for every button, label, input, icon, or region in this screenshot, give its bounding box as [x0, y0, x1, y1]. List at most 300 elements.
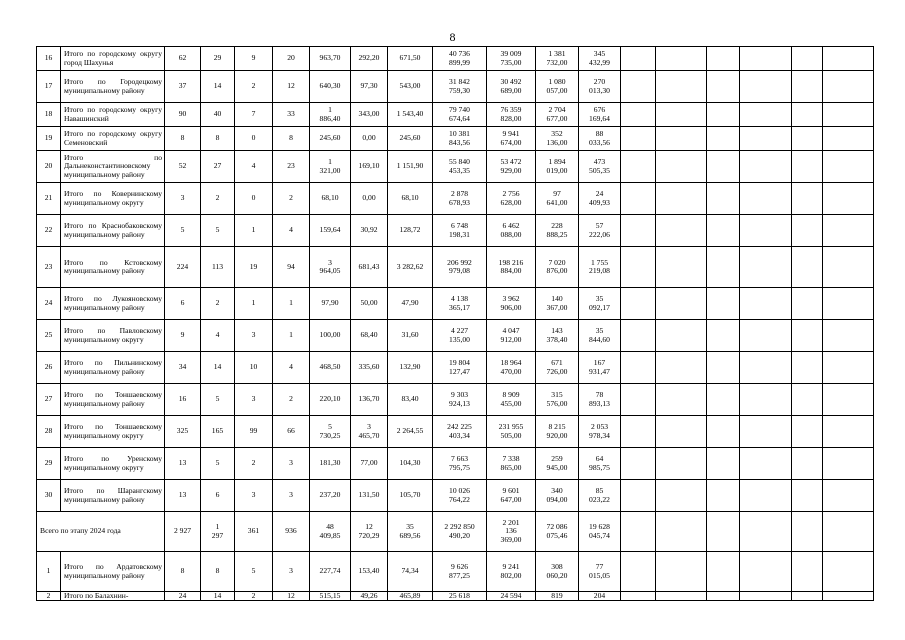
cell-value: 33 — [273, 103, 310, 127]
cell-value: 9 941 674,00 — [487, 127, 536, 151]
cell-value: 62 — [165, 47, 201, 71]
cell-value: 3 — [235, 384, 273, 416]
total-label: Всего по этапу 2024 года — [37, 512, 165, 552]
empty-cell — [823, 151, 874, 183]
empty-cell — [656, 215, 707, 247]
cell-value: 5 — [235, 552, 273, 592]
cell-value: 20 — [273, 47, 310, 71]
empty-cell — [823, 416, 874, 448]
row-name: Итого по Павловскому муниципальному округу — [61, 320, 165, 352]
cell-value: 2 — [273, 183, 310, 215]
empty-cell — [621, 71, 656, 103]
empty-cell — [823, 71, 874, 103]
empty-cell — [740, 448, 792, 480]
cell-value: 543,00 — [388, 71, 433, 103]
cell-value: 90 — [165, 103, 201, 127]
cell-value: 1 080 057,00 — [536, 71, 579, 103]
cell-value: 35 092,17 — [579, 288, 621, 320]
cell-value: 68,10 — [310, 183, 351, 215]
empty-cell — [707, 71, 740, 103]
cell-value: 13 — [165, 448, 201, 480]
empty-cell — [621, 215, 656, 247]
cell-value: 340 094,00 — [536, 480, 579, 512]
cell-value: 8 215 920,00 — [536, 416, 579, 448]
cell-value: 55 840 453,35 — [433, 151, 487, 183]
cell-value: 12 — [273, 71, 310, 103]
page-number: 8 — [449, 30, 456, 44]
empty-cell — [792, 71, 823, 103]
table-row — [37, 71, 874, 103]
empty-cell — [740, 47, 792, 71]
empty-cell — [823, 384, 874, 416]
cell-value: 220,10 — [310, 384, 351, 416]
cell-value: 7 663 795,75 — [433, 448, 487, 480]
row-name: Итого по Уренскому муниципальному округу — [61, 448, 165, 480]
empty-cell — [656, 247, 707, 288]
table-row — [37, 384, 874, 416]
empty-cell — [621, 448, 656, 480]
empty-cell — [823, 352, 874, 384]
cell-value: 37 — [165, 71, 201, 103]
cell-value: 169,10 — [351, 151, 388, 183]
total-value: 12 720,29 — [351, 512, 388, 552]
cell-value: 18 964 470,00 — [487, 352, 536, 384]
empty-cell — [621, 247, 656, 288]
cell-value: 4 — [273, 215, 310, 247]
cell-value: 52 — [165, 151, 201, 183]
row-name: Итого по Тоншаевскому муниципальному району — [61, 384, 165, 416]
empty-cell — [792, 448, 823, 480]
cell-value: 335,60 — [351, 352, 388, 384]
cell-value: 2 — [235, 448, 273, 480]
cell-value: 4 047 912,00 — [487, 320, 536, 352]
empty-cell — [823, 103, 874, 127]
empty-cell — [621, 151, 656, 183]
empty-cell — [656, 103, 707, 127]
cell-value: 228 888,25 — [536, 215, 579, 247]
empty-cell — [792, 47, 823, 71]
cell-value: 2 — [273, 384, 310, 416]
row-name: Итого по Краснобаковскому муниципальному району — [61, 215, 165, 247]
cell-value: 3 962 906,00 — [487, 288, 536, 320]
row-name: Итого по городскому округу город Шахунья — [61, 47, 165, 71]
empty-cell — [621, 416, 656, 448]
cell-value: 50,00 — [351, 288, 388, 320]
cell-value: 4 138 365,17 — [433, 288, 487, 320]
cell-value: 105,70 — [388, 480, 433, 512]
cell-value: 14 — [201, 352, 235, 384]
table-row — [37, 183, 874, 215]
row-name: Итого по Ардатовскому муниципальному району — [61, 552, 165, 592]
cell-value: 5 — [165, 215, 201, 247]
empty-cell — [656, 352, 707, 384]
cell-value: 242 225 403,34 — [433, 416, 487, 448]
cell-value: 40 736 899,99 — [433, 47, 487, 71]
cell-value: 2 — [201, 288, 235, 320]
row-number: 17 — [37, 71, 61, 103]
empty-cell — [740, 247, 792, 288]
empty-cell — [740, 480, 792, 512]
empty-cell — [740, 592, 792, 601]
cell-value: 9 303 924,13 — [433, 384, 487, 416]
empty-cell — [621, 127, 656, 151]
cell-value: 963,70 — [310, 47, 351, 71]
cell-value: 9 — [235, 47, 273, 71]
total-value: 2 292 850 490,20 — [433, 512, 487, 552]
cell-value: 1 151,90 — [388, 151, 433, 183]
cell-value: 9 601 647,00 — [487, 480, 536, 512]
empty-cell — [707, 512, 740, 552]
empty-cell — [740, 127, 792, 151]
cell-value: 97,30 — [351, 71, 388, 103]
total-value: 361 — [235, 512, 273, 552]
empty-cell — [792, 592, 823, 601]
cell-value: 0,00 — [351, 183, 388, 215]
table-row — [37, 247, 874, 288]
relocation-program-table — [36, 46, 874, 601]
cell-value: 245,60 — [388, 127, 433, 151]
row-number: 2 — [37, 592, 61, 601]
empty-cell — [792, 247, 823, 288]
cell-value: 10 — [235, 352, 273, 384]
cell-value: 31 842 759,30 — [433, 71, 487, 103]
cell-value: 13 — [165, 480, 201, 512]
cell-value: 6 462 088,00 — [487, 215, 536, 247]
empty-cell — [707, 352, 740, 384]
empty-cell — [707, 47, 740, 71]
row-number: 18 — [37, 103, 61, 127]
empty-cell — [792, 512, 823, 552]
empty-cell — [740, 552, 792, 592]
empty-cell — [656, 384, 707, 416]
cell-value: 79 740 674,64 — [433, 103, 487, 127]
cell-value: 31,60 — [388, 320, 433, 352]
cell-value: 159,64 — [310, 215, 351, 247]
cell-value: 259 945,00 — [536, 448, 579, 480]
empty-cell — [707, 127, 740, 151]
cell-value: 66 — [273, 416, 310, 448]
empty-cell — [656, 552, 707, 592]
cell-value: 5 — [201, 448, 235, 480]
row-number: 16 — [37, 47, 61, 71]
cell-value: 3 — [273, 480, 310, 512]
table-row — [37, 448, 874, 480]
empty-cell — [792, 320, 823, 352]
cell-value: 97 641,00 — [536, 183, 579, 215]
empty-cell — [707, 183, 740, 215]
empty-cell — [707, 384, 740, 416]
empty-cell — [823, 127, 874, 151]
cell-value: 231 955 505,00 — [487, 416, 536, 448]
empty-cell — [656, 47, 707, 71]
empty-cell — [792, 480, 823, 512]
row-number: 23 — [37, 247, 61, 288]
cell-value: 2 — [235, 592, 273, 601]
cell-value: 2 264,55 — [388, 416, 433, 448]
cell-value: 3 — [273, 448, 310, 480]
cell-value: 345 432,99 — [579, 47, 621, 71]
cell-value: 14 — [201, 71, 235, 103]
cell-value: 68,40 — [351, 320, 388, 352]
empty-cell — [740, 215, 792, 247]
cell-value: 136,70 — [351, 384, 388, 416]
cell-value: 83,40 — [388, 384, 433, 416]
empty-cell — [792, 151, 823, 183]
empty-cell — [656, 592, 707, 601]
cell-value: 128,72 — [388, 215, 433, 247]
empty-cell — [823, 552, 874, 592]
empty-cell — [740, 288, 792, 320]
cell-value: 8 — [201, 552, 235, 592]
cell-value: 40 — [201, 103, 235, 127]
empty-cell — [792, 416, 823, 448]
cell-value: 35 844,60 — [579, 320, 621, 352]
empty-cell — [707, 215, 740, 247]
table-row — [37, 215, 874, 247]
cell-value: 671 726,00 — [536, 352, 579, 384]
empty-cell — [707, 592, 740, 601]
cell-value: 181,30 — [310, 448, 351, 480]
cell-value: 30 492 689,00 — [487, 71, 536, 103]
table-row — [37, 151, 874, 183]
cell-value: 2 878 678,93 — [433, 183, 487, 215]
cell-value: 77 015,05 — [579, 552, 621, 592]
row-name: Итого по Ковернинскому муниципальному округу — [61, 183, 165, 215]
empty-cell — [656, 127, 707, 151]
row-number: 21 — [37, 183, 61, 215]
table-row — [37, 103, 874, 127]
cell-value: 4 — [235, 151, 273, 183]
cell-value: 47,90 — [388, 288, 433, 320]
empty-cell — [823, 480, 874, 512]
cell-value: 3 — [165, 183, 201, 215]
cell-value: 8 — [165, 552, 201, 592]
cell-value: 3 282,62 — [388, 247, 433, 288]
cell-value: 227,74 — [310, 552, 351, 592]
cell-value: 237,20 — [310, 480, 351, 512]
cell-value: 167 931,47 — [579, 352, 621, 384]
cell-value: 204 — [579, 592, 621, 601]
cell-value: 1 543,40 — [388, 103, 433, 127]
cell-value: 104,30 — [388, 448, 433, 480]
empty-cell — [656, 416, 707, 448]
cell-value: 6 — [165, 288, 201, 320]
cell-value: 3 — [235, 320, 273, 352]
cell-value: 3 964,05 — [310, 247, 351, 288]
cell-value: 27 — [201, 151, 235, 183]
empty-cell — [740, 384, 792, 416]
cell-value: 270 013,30 — [579, 71, 621, 103]
empty-cell — [621, 47, 656, 71]
empty-cell — [707, 151, 740, 183]
empty-cell — [792, 127, 823, 151]
empty-cell — [621, 384, 656, 416]
cell-value: 153,40 — [351, 552, 388, 592]
cell-value: 5 — [201, 215, 235, 247]
empty-cell — [740, 352, 792, 384]
cell-value: 1 321,00 — [310, 151, 351, 183]
total-value: 19 628 045,74 — [579, 512, 621, 552]
cell-value: 1 — [273, 288, 310, 320]
cell-value: 2 704 677,00 — [536, 103, 579, 127]
cell-value: 6 748 198,31 — [433, 215, 487, 247]
empty-cell — [707, 320, 740, 352]
cell-value: 0 — [235, 127, 273, 151]
cell-value: 1 894 019,00 — [536, 151, 579, 183]
cell-value: 4 — [201, 320, 235, 352]
cell-value: 9 626 877,25 — [433, 552, 487, 592]
empty-cell — [823, 448, 874, 480]
cell-value: 468,50 — [310, 352, 351, 384]
empty-cell — [792, 384, 823, 416]
cell-value: 29 — [201, 47, 235, 71]
empty-cell — [621, 592, 656, 601]
cell-value: 0 — [235, 183, 273, 215]
row-number: 1 — [37, 552, 61, 592]
cell-value: 1 — [235, 215, 273, 247]
cell-value: 5 — [201, 384, 235, 416]
cell-value: 5 730,25 — [310, 416, 351, 448]
row-number: 19 — [37, 127, 61, 151]
cell-value: 473 505,35 — [579, 151, 621, 183]
cell-value: 113 — [201, 247, 235, 288]
total-value: 1 297 — [201, 512, 235, 552]
table-row — [37, 552, 874, 592]
empty-cell — [740, 183, 792, 215]
empty-cell — [707, 448, 740, 480]
empty-cell — [621, 103, 656, 127]
cell-value: 325 — [165, 416, 201, 448]
row-number: 26 — [37, 352, 61, 384]
row-number: 24 — [37, 288, 61, 320]
table-row — [37, 127, 874, 151]
cell-value: 39 009 735,00 — [487, 47, 536, 71]
cell-value: 53 472 929,00 — [487, 151, 536, 183]
row-name: Итого по городскому округу Семеновский — [61, 127, 165, 151]
cell-value: 7 — [235, 103, 273, 127]
cell-value: 23 — [273, 151, 310, 183]
row-number: 30 — [37, 480, 61, 512]
cell-value: 19 804 127,47 — [433, 352, 487, 384]
cell-value: 10 026 764,22 — [433, 480, 487, 512]
cell-value: 6 — [201, 480, 235, 512]
empty-cell — [621, 512, 656, 552]
cell-value: 352 136,00 — [536, 127, 579, 151]
empty-cell — [656, 288, 707, 320]
cell-value: 3 — [273, 552, 310, 592]
empty-cell — [656, 512, 707, 552]
empty-cell — [707, 247, 740, 288]
cell-value: 671,50 — [388, 47, 433, 71]
row-name: Итого по Лукояновскому муниципальному району — [61, 288, 165, 320]
table-row — [37, 352, 874, 384]
row-number: 20 — [37, 151, 61, 183]
empty-cell — [656, 320, 707, 352]
cell-value: 74,34 — [388, 552, 433, 592]
empty-cell — [792, 103, 823, 127]
cell-value: 2 — [235, 71, 273, 103]
cell-value: 819 — [536, 592, 579, 601]
empty-cell — [823, 215, 874, 247]
cell-value: 34 — [165, 352, 201, 384]
empty-cell — [792, 183, 823, 215]
empty-cell — [740, 512, 792, 552]
cell-value: 2 756 628,00 — [487, 183, 536, 215]
empty-cell — [656, 480, 707, 512]
cell-value: 16 — [165, 384, 201, 416]
cell-value: 30,92 — [351, 215, 388, 247]
cell-value: 131,50 — [351, 480, 388, 512]
empty-cell — [707, 288, 740, 320]
empty-cell — [823, 288, 874, 320]
row-number: 22 — [37, 215, 61, 247]
cell-value: 4 — [273, 352, 310, 384]
total-value: 35 689,56 — [388, 512, 433, 552]
row-name: Итого по Дальнеконстантиновскому муниципальному району — [61, 151, 165, 183]
row-number: 29 — [37, 448, 61, 480]
cell-value: 94 — [273, 247, 310, 288]
row-number: 28 — [37, 416, 61, 448]
cell-value: 132,90 — [388, 352, 433, 384]
empty-cell — [621, 320, 656, 352]
cell-value: 64 985,75 — [579, 448, 621, 480]
cell-value: 14 — [201, 592, 235, 601]
row-name: Итого по Кстовскому муниципальному району — [61, 247, 165, 288]
empty-cell — [707, 103, 740, 127]
total-value: 2 927 — [165, 512, 201, 552]
empty-cell — [792, 552, 823, 592]
empty-cell — [621, 183, 656, 215]
cell-value: 224 — [165, 247, 201, 288]
empty-cell — [621, 480, 656, 512]
empty-cell — [823, 512, 874, 552]
empty-cell — [656, 183, 707, 215]
cell-value: 24 — [165, 592, 201, 601]
cell-value: 68,10 — [388, 183, 433, 215]
empty-cell — [823, 592, 874, 601]
cell-value: 245,60 — [310, 127, 351, 151]
empty-cell — [823, 247, 874, 288]
cell-value: 143 378,40 — [536, 320, 579, 352]
row-name: Итого по Городецкому муниципальному району — [61, 71, 165, 103]
empty-cell — [621, 352, 656, 384]
table-row — [37, 288, 874, 320]
table-row — [37, 320, 874, 352]
row-name: Итого по Шарангскому муниципальному району — [61, 480, 165, 512]
table-row — [37, 47, 874, 71]
cell-value: 7 020 876,00 — [536, 247, 579, 288]
cell-value: 292,20 — [351, 47, 388, 71]
cell-value: 10 381 843,56 — [433, 127, 487, 151]
row-name: Итого по Тоншаевскому муниципальному округу — [61, 416, 165, 448]
cell-value: 198 216 884,00 — [487, 247, 536, 288]
cell-value: 165 — [201, 416, 235, 448]
empty-cell — [740, 151, 792, 183]
cell-value: 49,26 — [351, 592, 388, 601]
cell-value: 57 222,06 — [579, 215, 621, 247]
row-name: Итого по Балахнин- — [61, 592, 165, 601]
empty-cell — [707, 552, 740, 592]
cell-value: 7 338 865,00 — [487, 448, 536, 480]
total-value: 48 409,85 — [310, 512, 351, 552]
cell-value: 8 — [201, 127, 235, 151]
cell-value: 9 — [165, 320, 201, 352]
cell-value: 12 — [273, 592, 310, 601]
empty-cell — [740, 416, 792, 448]
cell-value: 77,00 — [351, 448, 388, 480]
cell-value: 2 053 978,34 — [579, 416, 621, 448]
cell-value: 1 755 219,08 — [579, 247, 621, 288]
